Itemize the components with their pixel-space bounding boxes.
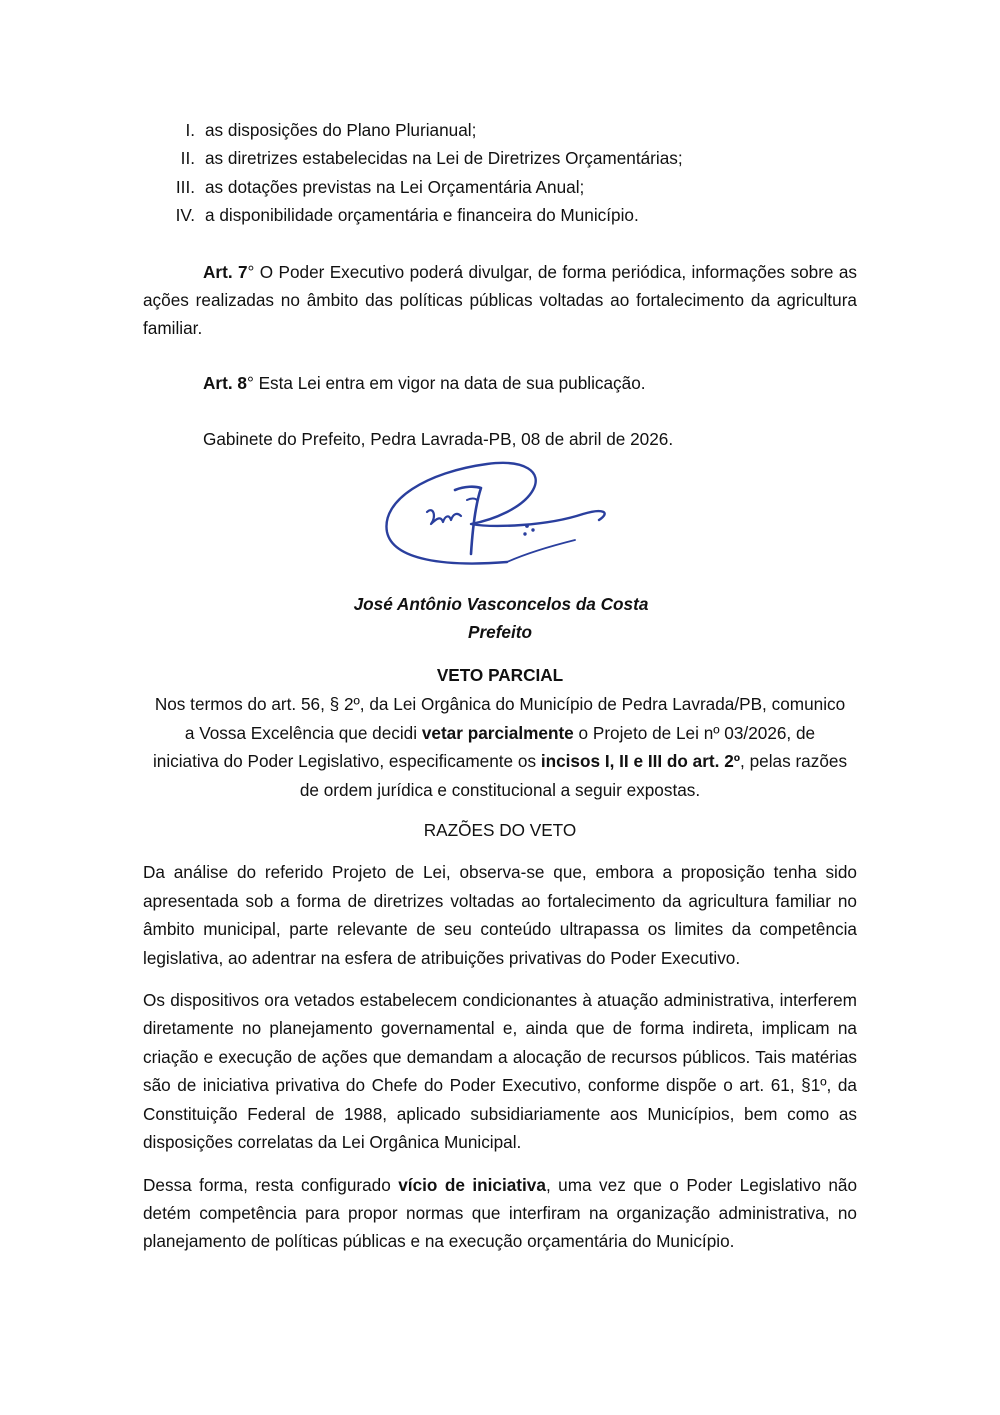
veto-bold-part: incisos I, II e III do art. 2º bbox=[540, 751, 741, 772]
list-numeral: II. bbox=[180, 148, 195, 169]
signatory-block bbox=[143, 590, 857, 647]
article-8 bbox=[143, 369, 857, 397]
veto-text-part: Nos termos do art. 56, § 2º, da Lei Orgânica do Município de Pedra Lavrada/PB, comunico a Vossa Excelência que decidi bbox=[154, 694, 846, 743]
list-item bbox=[143, 201, 857, 229]
signatory-role: Prefeito bbox=[468, 622, 532, 643]
veto-text-part: , pelas razões de ordem jurídica e constitucional a seguir expostas. bbox=[299, 751, 848, 800]
veto-text-part: o Projeto de Lei nº 03/2026, de iniciativa do Poder Legislativo, especificamente os bbox=[152, 722, 816, 772]
reasons-bold-part: vício de iniciativa bbox=[398, 1174, 546, 1195]
reasons-text-part: Dessa forma, resta configurado bbox=[143, 1174, 399, 1195]
reasons-title: RAZÕES DO VETO bbox=[423, 820, 577, 841]
veto-text bbox=[143, 690, 857, 804]
veto-bold-part: vetar parcialmente bbox=[421, 722, 574, 743]
signature-image bbox=[375, 442, 625, 572]
veto-section bbox=[143, 661, 857, 1256]
article-7 bbox=[143, 258, 857, 343]
article-7-text: ° O Poder Executivo poderá divulgar, de forma periódica, informações sobre as ações realizadas no âmbito das políticas públicas voltadas ao fortalecimento da agricultura familiar. bbox=[143, 261, 857, 339]
reasons-text-part: , uma vez que o Poder Legislativo não detém competência para propor normas que interfiram na organização administrativa, no planejamento de políticas públicas e na execução orçamentária do Município. bbox=[143, 1174, 858, 1252]
numbered-list bbox=[143, 116, 857, 230]
list-item bbox=[143, 144, 857, 172]
list-text: as diretrizes estabelecidas na Lei de Diretrizes Orçamentárias; bbox=[205, 148, 683, 169]
article-7-label: Art. 7 bbox=[203, 261, 248, 282]
list-text: as disposições do Plano Plurianual; bbox=[205, 120, 477, 140]
list-numeral: I. bbox=[185, 120, 195, 140]
list-item bbox=[143, 116, 857, 144]
article-8-label: Art. 8 bbox=[203, 372, 247, 393]
list-text: as dotações previstas na Lei Orçamentária Anual; bbox=[205, 176, 585, 197]
signatory-name: José Antônio Vasconcelos da Costa bbox=[353, 594, 649, 614]
list-numeral: III. bbox=[175, 176, 195, 197]
article-8-text: ° Esta Lei entra em vigor na data de sua publicação. bbox=[246, 372, 646, 393]
list-numeral: IV. bbox=[175, 205, 195, 226]
reasons-paragraph-3 bbox=[143, 1171, 857, 1256]
reasons-paragraph-2: Os dispositivos ora vetados estabelecem condicionantes à atuação administrativa, interferem diretamente no planejamento governamental e, ainda que de forma indireta, implicam na criação e execução de ações que demandam a alocação de recursos públicos. Tais matérias são de iniciativa privativa do Chefe do Poder Executivo, conforme dispõe o art. 61, §1º, da Constituição Federal de 1988, aplicado subsidiariamente aos Municípios, bem como as disposições correlatas da Lei Orgânica Municipal. bbox=[143, 990, 857, 1153]
list-text: a disponibilidade orçamentária e financeira do Município. bbox=[205, 205, 639, 226]
list-item bbox=[143, 173, 857, 201]
reasons-paragraph-1: Da análise do referido Projeto de Lei, observa-se que, embora a proposição tenha sido apresentada sob a forma de diretrizes voltadas ao fortalecimento da agricultura familiar no âmbito municipal, parte relevante de seu conteúdo ultrapassa os limites da competência legislativa, ao adentrar na esfera de atribuições privativas do Poder Executivo. bbox=[143, 862, 857, 968]
document-page bbox=[143, 116, 858, 1252]
place-date-line: Gabinete do Prefeito, Pedra Lavrada-PB, 08 de abril de 2026. bbox=[203, 429, 674, 450]
veto-title: VETO PARCIAL bbox=[436, 665, 564, 685]
